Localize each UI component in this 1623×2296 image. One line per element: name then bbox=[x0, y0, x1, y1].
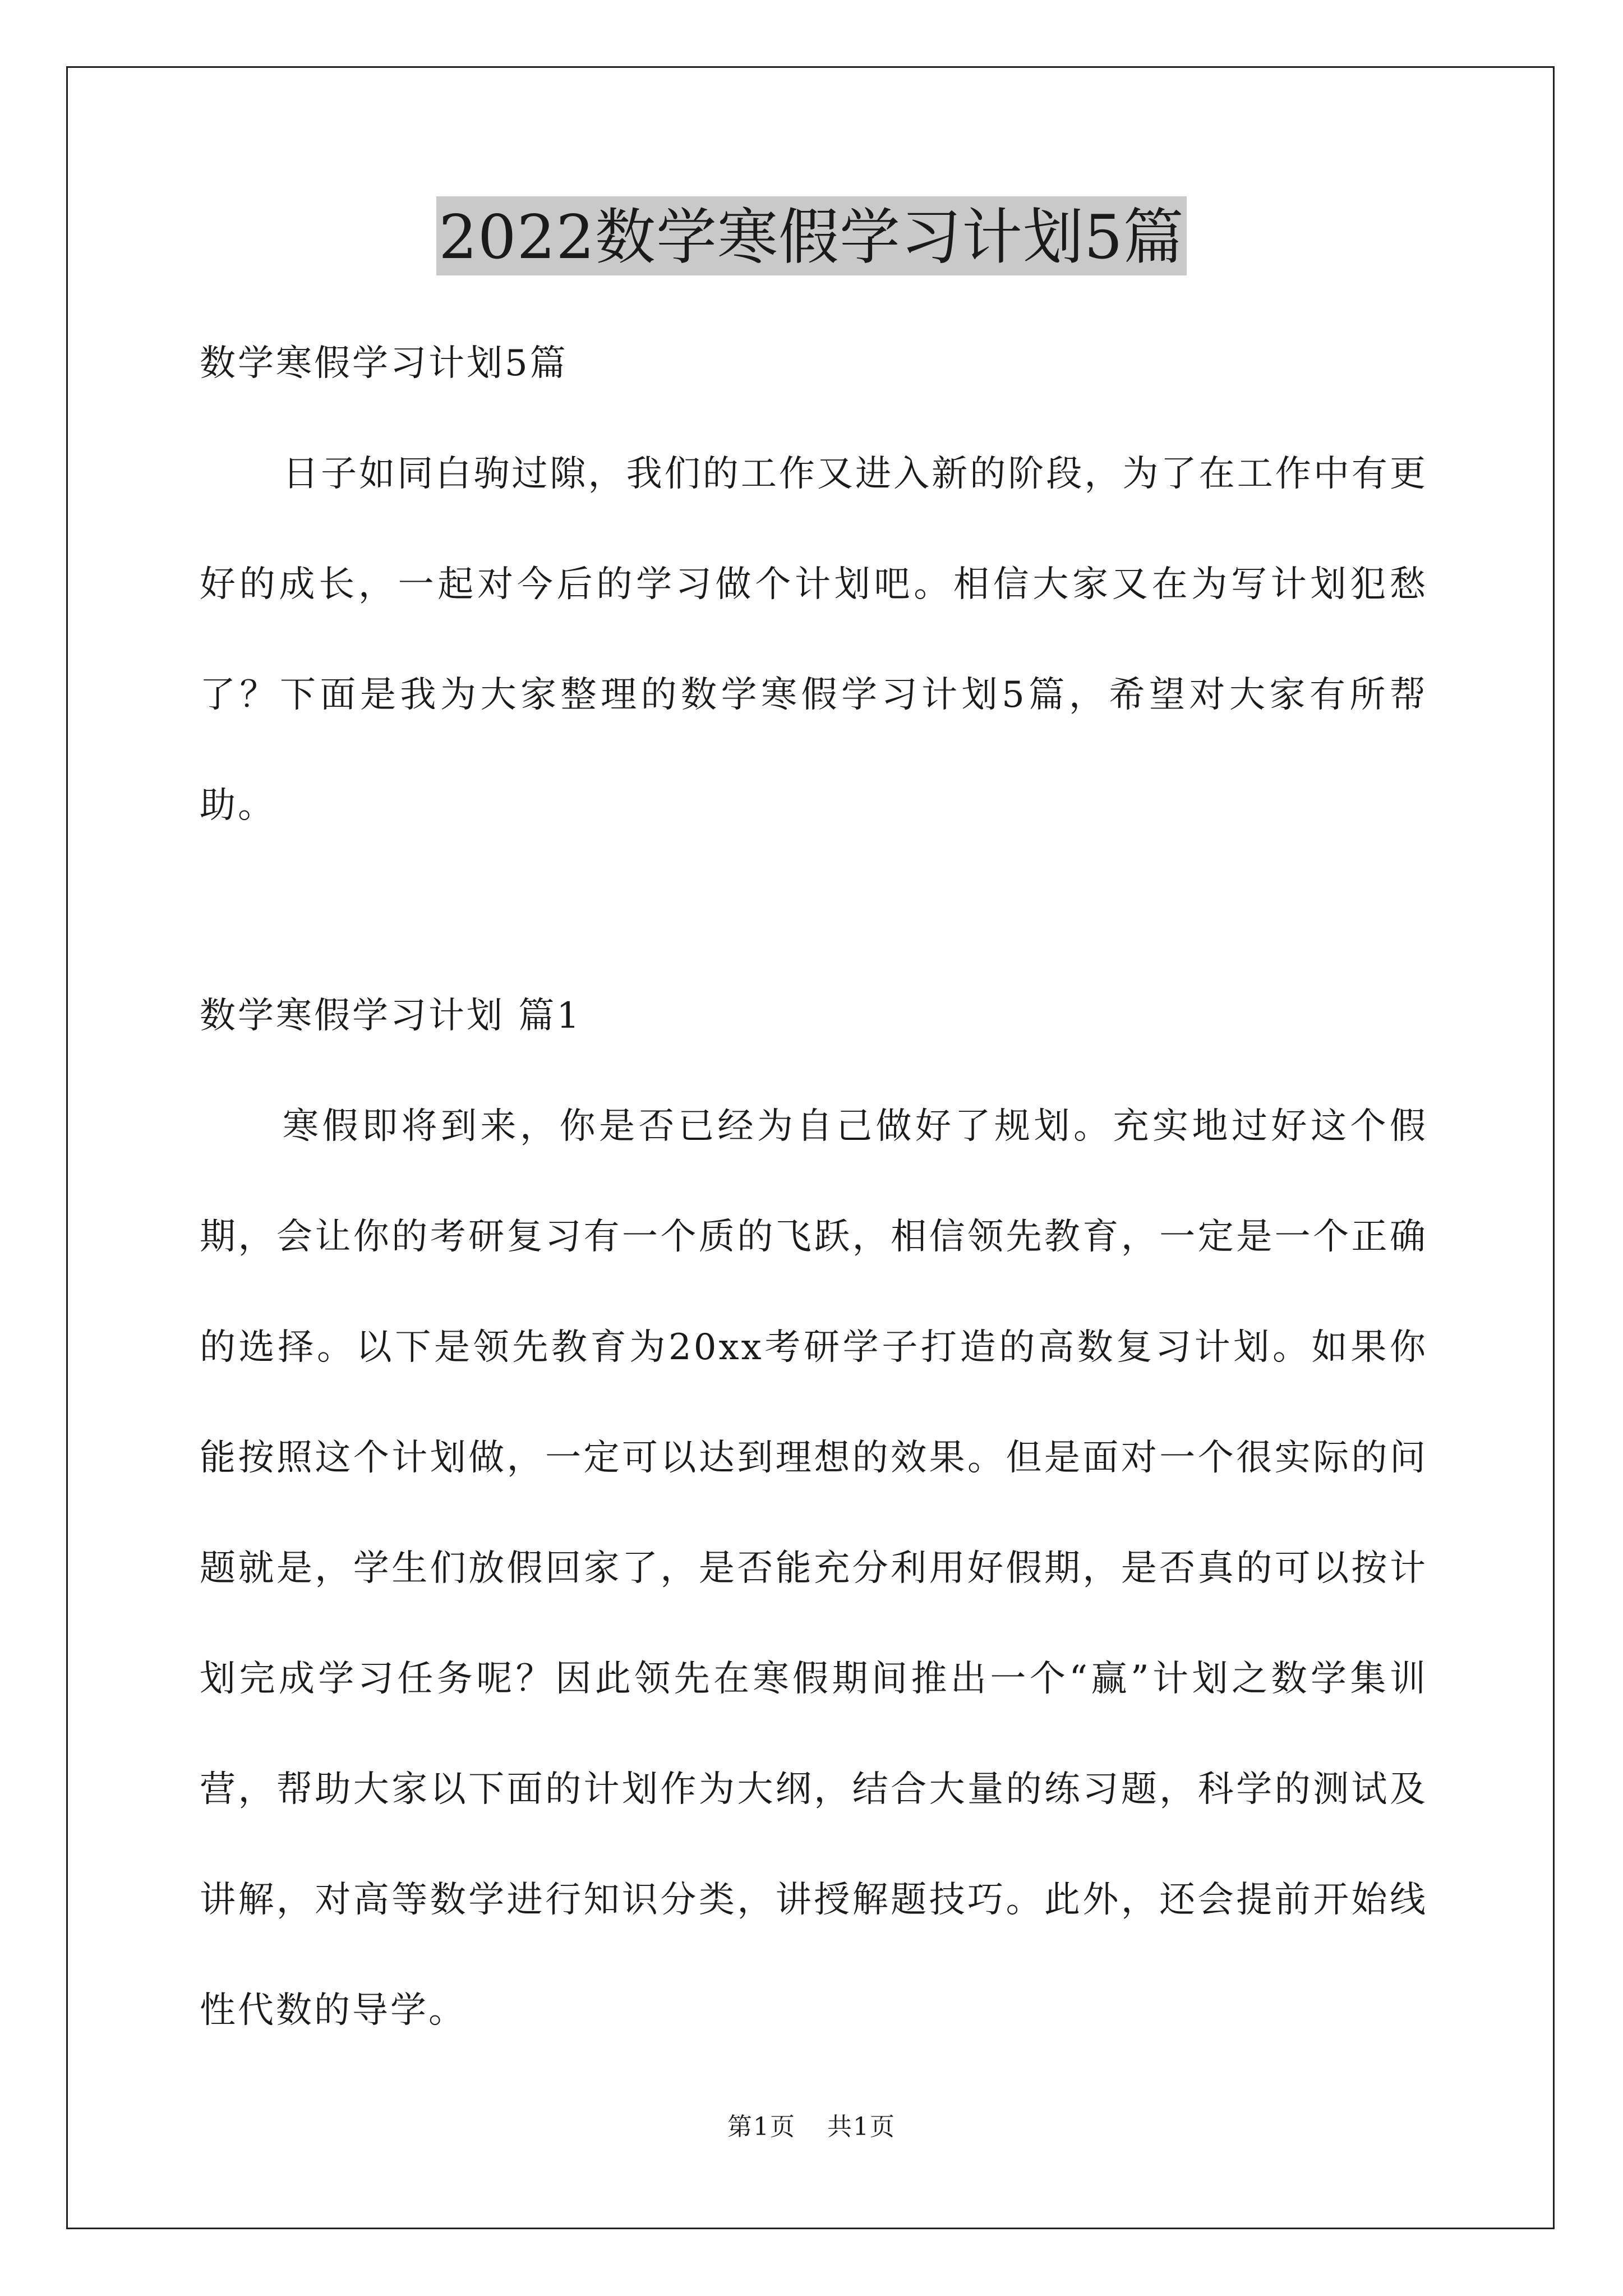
page-number: 第1页 bbox=[727, 2113, 796, 2141]
intro-paragraph: 日子如同白驹过隙，我们的工作又进入新的阶段，为了在工作中有更好的成长，一起对今后的学习做个计划吧。相信大家又在为写计划犯愁了？下面是我为大家整理的数学寒假学习计划5篇，希望对大家有所帮助。 bbox=[200, 453, 1428, 826]
section-paragraph: 寒假即将到来，你是否已经为自己做好了规划。充实地过好这个假期，会让你的考研复习有一个质的飞跃，相信领先教育，一定是一个正确的选择。以下是领先教育为20xx考研学子打造的高数复习计划。如果你能按照这个计划做，一定可以达到理想的效果。但是面对一个很实际的问题就是，学生们放假回家了，是否能充分利用好假期，是否真的可以按计划完成学习任务呢？因此领先在寒假期间推出一个“赢”计划之数学集训营，帮助大家以下面的计划作为大纲，结合大量的练习题，科学的测试及讲解，对高等数学进行知识分类，讲授解题技巧。此外，还会提前开始线性代数的导学。 bbox=[200, 1106, 1428, 2031]
document-title: 2022数学寒假学习计划5篇 bbox=[436, 196, 1187, 275]
document-body bbox=[200, 309, 1428, 2066]
title-container bbox=[0, 196, 1623, 275]
page-total: 共1页 bbox=[827, 2113, 896, 2141]
page-footer bbox=[0, 2106, 1623, 2142]
document-subtitle: 数学寒假学习计划5篇 bbox=[200, 343, 568, 384]
section-heading: 数学寒假学习计划 篇1 bbox=[200, 995, 582, 1037]
